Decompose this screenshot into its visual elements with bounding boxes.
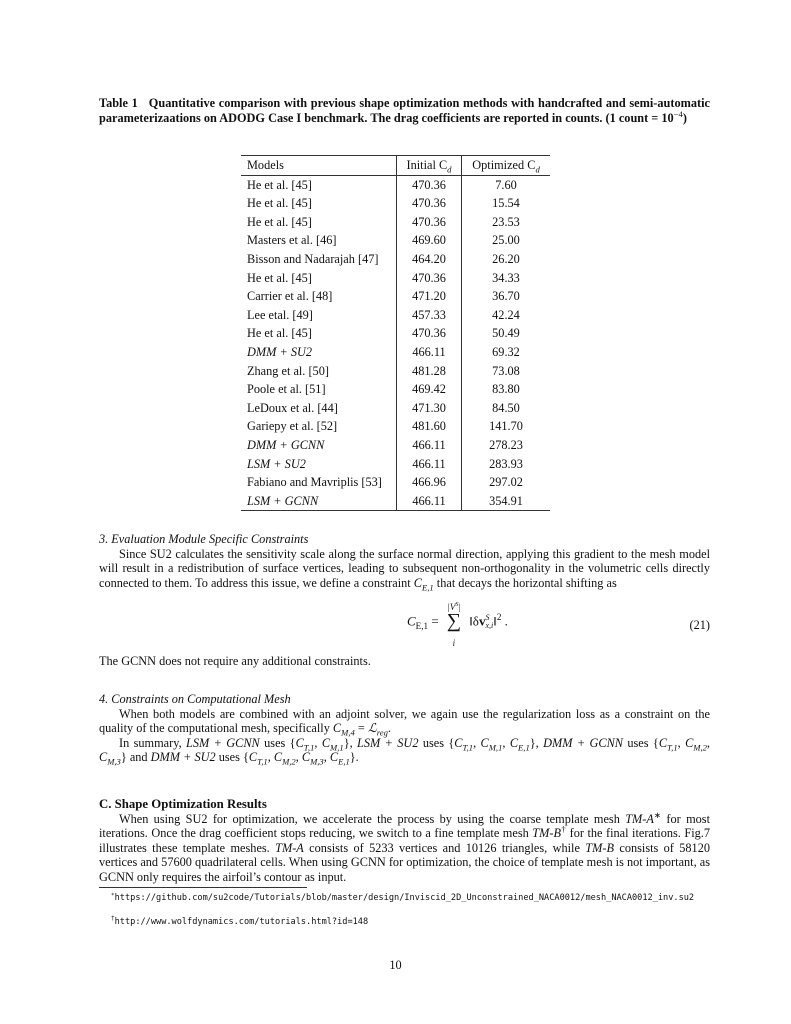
header-text: Optimized C bbox=[472, 158, 536, 172]
sum-lower: i bbox=[452, 638, 456, 648]
cell-optimized-cd: 25.00 bbox=[492, 233, 520, 248]
subscript: E,1 bbox=[518, 742, 530, 753]
text-run: uses { bbox=[623, 735, 659, 750]
math-term: C bbox=[301, 750, 311, 765]
text-run: = bbox=[354, 721, 368, 736]
eq-lhs-sub: E,1 bbox=[415, 620, 429, 631]
text-run: consists of 58120 vertices and 57600 quadrilateral cells. When using GCNN for optimization, the choice of template mesh is not important, as GCNN only requires the airfoil’s contour as input. bbox=[99, 840, 710, 884]
math-term: C bbox=[248, 750, 258, 765]
table-row bbox=[241, 250, 550, 269]
subscript: M,1 bbox=[488, 742, 503, 753]
footnote-link[interactable]: http://www.wolfdynamics.com/tutorials.html?id=148 bbox=[114, 917, 369, 927]
math-term: C bbox=[480, 735, 489, 750]
cell-optimized-cd: 141.70 bbox=[489, 419, 523, 434]
math-term: DMM + SU2 bbox=[150, 750, 216, 765]
section-3 bbox=[99, 797, 710, 885]
cell-optimized-cd: 42.24 bbox=[492, 307, 520, 322]
table-row bbox=[241, 455, 550, 474]
cell-model: Carrier et al. [48] bbox=[241, 287, 397, 306]
subscript: M,1 bbox=[330, 742, 344, 753]
paragraph bbox=[99, 547, 710, 591]
footnote-ref: ∗ bbox=[653, 809, 662, 820]
cell-initial-cd: 466.11 bbox=[397, 455, 462, 474]
math-term: TM-A bbox=[625, 811, 654, 826]
summation bbox=[442, 601, 466, 648]
eq-lhs: C bbox=[407, 613, 416, 629]
text-run: , bbox=[473, 735, 481, 750]
text-run: consists of 5233 vertices and 10126 triangles, while bbox=[303, 840, 586, 855]
caption-exponent: −4 bbox=[673, 108, 683, 119]
cell-model: Gariepy et al. [52] bbox=[241, 417, 397, 436]
subscript: T,1 bbox=[257, 756, 268, 767]
subscript: E,1 bbox=[422, 582, 434, 593]
cell-initial-cd: 470.36 bbox=[397, 324, 462, 343]
footnote-mark: † bbox=[111, 915, 115, 923]
cell-initial-cd: 481.28 bbox=[397, 362, 462, 381]
cell-optimized-cd: 7.60 bbox=[495, 177, 517, 192]
footnote-mark: ∗ bbox=[111, 891, 115, 899]
cell-optimized-cd: 283.93 bbox=[489, 456, 523, 471]
math-term: C bbox=[295, 735, 304, 750]
table-row bbox=[241, 213, 550, 232]
cell-model: DMM + GCNN bbox=[241, 436, 397, 455]
cell-initial-cd: 471.30 bbox=[397, 399, 462, 418]
cell-initial-cd: 469.60 bbox=[397, 231, 462, 250]
cell-model: Lee etal. [49] bbox=[241, 306, 397, 325]
norm-open: ‖δ bbox=[469, 613, 479, 629]
col-header-initial bbox=[397, 156, 462, 176]
text-run: }, bbox=[343, 735, 358, 750]
section-heading: 3. Evaluation Module Specific Constraints bbox=[99, 532, 309, 546]
table-row bbox=[241, 231, 550, 250]
math-term: LSM + GCNN bbox=[186, 735, 260, 750]
cell-model: Zhang et al. [50] bbox=[241, 362, 397, 381]
cell-optimized-cd: 26.20 bbox=[492, 251, 520, 266]
text-run: . bbox=[387, 721, 391, 736]
text-run: , bbox=[706, 735, 710, 750]
cell-model: LeDoux et al. [44] bbox=[241, 399, 397, 418]
text-run: uses { bbox=[259, 735, 296, 750]
section-heading: C. Shape Optimization Results bbox=[99, 797, 267, 811]
math-term: TM-A bbox=[275, 840, 304, 855]
table-label: Table 1 bbox=[99, 96, 138, 110]
header-sub: d bbox=[535, 164, 540, 175]
paragraph bbox=[99, 654, 710, 669]
text-run: }. bbox=[349, 750, 359, 765]
cell-optimized-cd: 73.08 bbox=[492, 363, 520, 378]
cell-initial-cd: 470.36 bbox=[397, 194, 462, 213]
table-row bbox=[241, 306, 550, 325]
table-row bbox=[241, 194, 550, 213]
footnote-ref: † bbox=[560, 824, 567, 835]
math-term: C bbox=[329, 750, 339, 765]
cell-optimized-cd: 297.02 bbox=[489, 475, 523, 490]
table-row bbox=[241, 269, 550, 288]
paragraph bbox=[99, 736, 710, 765]
eq-dot: . bbox=[501, 613, 508, 629]
cell-optimized-cd: 15.54 bbox=[492, 196, 520, 211]
cell-model: DMM + SU2 bbox=[241, 343, 397, 362]
table-row bbox=[241, 436, 550, 455]
page-number: 10 bbox=[389, 958, 402, 972]
header-sub: d bbox=[447, 164, 452, 175]
cell-initial-cd: 471.20 bbox=[397, 287, 462, 306]
cell-optimized-cd: 50.49 bbox=[492, 326, 520, 341]
cell-initial-cd: 457.33 bbox=[397, 306, 462, 325]
cell-initial-cd: 481.60 bbox=[397, 417, 462, 436]
math-term: C bbox=[454, 735, 463, 750]
table-row bbox=[241, 287, 550, 306]
cell-model: LSM + GCNN bbox=[241, 492, 397, 511]
subscript: M,3 bbox=[310, 756, 324, 767]
sum-upper bbox=[442, 600, 466, 615]
caption-close: ) bbox=[682, 110, 687, 125]
math-term: LSM + SU2 bbox=[357, 735, 419, 750]
text-run: , bbox=[502, 735, 510, 750]
math-term: C bbox=[509, 735, 519, 750]
table-caption bbox=[99, 96, 710, 125]
table-row bbox=[241, 175, 550, 194]
cell-optimized-cd: 23.53 bbox=[492, 214, 520, 229]
math-term: C bbox=[658, 735, 668, 750]
math-term: C bbox=[685, 735, 694, 750]
table-header-row bbox=[241, 156, 550, 176]
cell-optimized-cd: 354.91 bbox=[489, 493, 523, 508]
text-run: that decays the horizontal shifting as bbox=[433, 575, 617, 590]
cell-optimized-cd: 36.70 bbox=[492, 289, 520, 304]
text-run: , bbox=[295, 750, 302, 765]
table-row bbox=[241, 324, 550, 343]
subscript: M,2 bbox=[282, 756, 296, 767]
cell-model: Poole et al. [51] bbox=[241, 380, 397, 399]
table-row bbox=[241, 362, 550, 381]
equation-21 bbox=[99, 601, 710, 648]
cell-initial-cd: 466.11 bbox=[397, 343, 462, 362]
paragraph bbox=[99, 809, 710, 885]
subscript: E,1 bbox=[338, 756, 350, 767]
text-run: , bbox=[323, 750, 330, 765]
section-heading: 4. Constraints on Computational Mesh bbox=[99, 692, 291, 706]
text-run: }, bbox=[529, 735, 544, 750]
cell-initial-cd: 464.20 bbox=[397, 250, 462, 269]
text-run: for the final iterations. Fig.7 illustrates these template meshes. bbox=[99, 826, 710, 855]
cell-optimized-cd: 83.80 bbox=[492, 382, 520, 397]
sum-upper-end: | bbox=[458, 602, 461, 612]
cell-initial-cd: 466.96 bbox=[397, 473, 462, 492]
footnote-link[interactable]: https://github.com/su2code/Tutorials/blob/master/design/Inviscid_2D_Unconstrained_NACA0012/mesh_NACA0012_inv.su2 bbox=[114, 893, 695, 903]
paragraph bbox=[99, 707, 710, 736]
section-1 bbox=[99, 654, 710, 669]
subscript: M,2 bbox=[693, 742, 707, 753]
cell-model: He et al. [45] bbox=[241, 324, 397, 343]
cell-initial-cd: 470.36 bbox=[397, 213, 462, 232]
math-term: C bbox=[99, 750, 108, 765]
subscript: T,1 bbox=[303, 742, 315, 753]
col-header-optimized bbox=[462, 156, 551, 176]
subscript: T,1 bbox=[462, 742, 474, 753]
table-row bbox=[241, 473, 550, 492]
math-term: C bbox=[332, 721, 342, 736]
text-run: , bbox=[267, 750, 274, 765]
v-sup: S bbox=[485, 613, 490, 623]
cell-model: He et al. [45] bbox=[241, 269, 397, 288]
subscript: M,4 bbox=[341, 727, 355, 738]
cell-initial-cd: 466.11 bbox=[397, 436, 462, 455]
math-term: ℒ bbox=[367, 721, 377, 736]
table-row bbox=[241, 417, 550, 436]
math-term: TM-B bbox=[585, 840, 614, 855]
sum-upper-text: |V bbox=[447, 602, 456, 612]
cell-initial-cd: 466.11 bbox=[397, 492, 462, 511]
col-header-models: Models bbox=[241, 156, 397, 176]
subscript: reg bbox=[376, 727, 388, 738]
footnote-2 bbox=[99, 917, 710, 928]
section-0 bbox=[99, 532, 710, 593]
cell-optimized-cd: 69.32 bbox=[492, 344, 520, 359]
text-run: When both models are combined with an adjoint solver, we again use the regularization loss as a constraint on the quality of the computational mesh, specifically bbox=[99, 706, 710, 736]
text-run: In summary, bbox=[119, 735, 187, 750]
math-term: C bbox=[273, 750, 283, 765]
cell-model: He et al. [45] bbox=[241, 175, 397, 194]
cell-model: He et al. [45] bbox=[241, 213, 397, 232]
text-run: , bbox=[677, 735, 686, 750]
equation-number: (21) bbox=[689, 618, 710, 632]
footnote-rule bbox=[99, 887, 307, 888]
text-run: Since SU2 calculates the sensitivity scale along the surface normal direction, applying this gradient to the mesh model will result in a redistribution of surface vertices, leading to subsequent non-orthogonality in the volumetric cells directly connected to them. To address this issue, we define a constraint bbox=[99, 546, 710, 590]
section-2 bbox=[99, 692, 710, 765]
caption-text: Quantitative comparison with previous shape optimization methods with handcrafted and semi-automatic parameterizaations on ADODG Case I benchmark. The drag coefficients are reported in counts. (1 count = 10 bbox=[99, 96, 710, 125]
cell-optimized-cd: 34.33 bbox=[492, 270, 520, 285]
math-term: DMM + GCNN bbox=[543, 735, 623, 750]
eq-square: 2 bbox=[496, 611, 502, 622]
header-text: Initial C bbox=[406, 158, 448, 172]
comparison-table bbox=[241, 155, 550, 511]
cell-optimized-cd: 84.50 bbox=[492, 400, 520, 415]
text-run: The GCNN does not require any additional constraints. bbox=[99, 654, 371, 668]
cell-initial-cd: 470.36 bbox=[397, 269, 462, 288]
math-term: C bbox=[413, 575, 422, 590]
cell-model: Fabiano and Mavriplis [53] bbox=[241, 473, 397, 492]
cell-optimized-cd: 278.23 bbox=[489, 437, 523, 452]
text-run: When using SU2 for optimization, we accelerate the process by using the coarse template mesh bbox=[119, 811, 626, 826]
text-run: , bbox=[314, 735, 322, 750]
cell-initial-cd: 469.42 bbox=[397, 380, 462, 399]
cell-model: Masters et al. [46] bbox=[241, 231, 397, 250]
eq-v: v bbox=[478, 613, 486, 629]
norm-close: ‖ bbox=[493, 613, 497, 629]
cell-model: LSM + SU2 bbox=[241, 455, 397, 474]
v-sub: x,i bbox=[485, 621, 494, 631]
footnote-1 bbox=[99, 893, 710, 904]
equation-body bbox=[407, 601, 508, 648]
sum-upper-sup: S bbox=[455, 601, 459, 608]
table-row bbox=[241, 380, 550, 399]
math-term: C bbox=[321, 735, 331, 750]
text-run: uses { bbox=[215, 750, 249, 765]
text-run: for most iterations. Once the drag coefficient stops reducing, we switch to a fine template mesh bbox=[99, 811, 710, 841]
table-row bbox=[241, 343, 550, 362]
table-row bbox=[241, 492, 550, 511]
cell-model: He et al. [45] bbox=[241, 194, 397, 213]
eq-equals: = bbox=[428, 613, 442, 629]
cell-initial-cd: 470.36 bbox=[397, 175, 462, 194]
subscript: M,3 bbox=[107, 756, 121, 767]
table-row bbox=[241, 399, 550, 418]
subscript: T,1 bbox=[667, 742, 678, 753]
math-term: TM-B bbox=[532, 826, 561, 841]
cell-model: Bisson and Nadarajah [47] bbox=[241, 250, 397, 269]
text-run: uses { bbox=[418, 735, 455, 750]
text-run: } and bbox=[120, 750, 151, 765]
sigma-symbol: ∑ bbox=[446, 610, 462, 632]
